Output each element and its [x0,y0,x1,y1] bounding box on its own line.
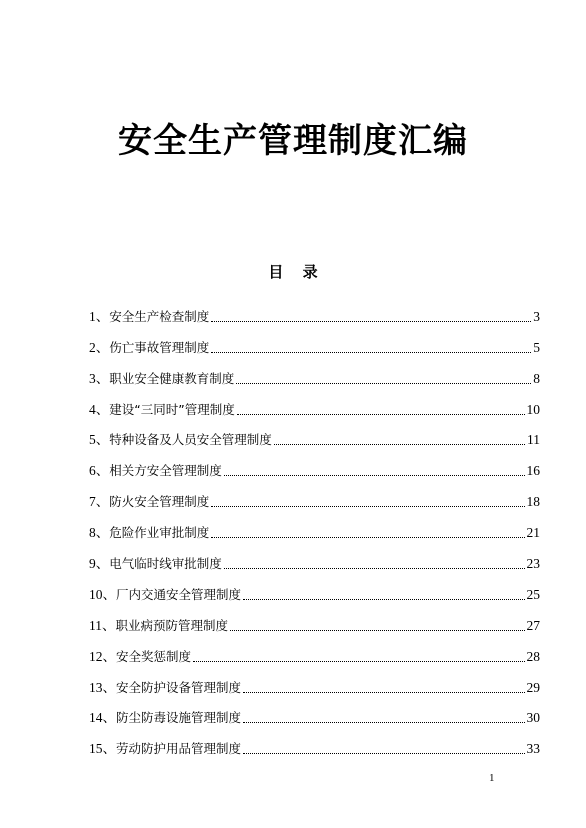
toc-entry-number: 2、 [89,339,110,355]
toc-entry-page: 28 [526,648,540,664]
toc-entry-page: 23 [526,556,540,572]
toc-entry[interactable] [89,449,540,480]
toc-entry-title: 特种设备及人员安全管理制度 [109,432,272,448]
toc-entry-number: 13、 [89,679,116,695]
toc-entry[interactable] [89,357,540,388]
toc-entry-number: 10、 [89,586,116,602]
toc-entry-number: 11、 [89,617,116,633]
toc-entry-title: 安全奖惩制度 [116,648,192,664]
toc-dot-leader [243,753,524,754]
toc-dot-leader [224,475,525,476]
toc-dot-leader [211,321,531,322]
toc-entry[interactable] [89,727,540,758]
toc-dot-leader [237,414,525,415]
toc-entry[interactable] [89,666,540,697]
toc-dot-leader [211,506,524,507]
toc-dot-leader [243,722,524,723]
toc-entry[interactable] [89,419,540,450]
toc-entry-page: 3 [533,308,540,324]
toc-entry-title: 防尘防毒设施管理制度 [116,710,242,726]
toc-entry-number: 14、 [89,710,116,726]
toc-entry-page: 33 [526,741,540,757]
toc-entry-page: 25 [526,586,540,602]
toc-entry[interactable] [89,635,540,666]
toc-entry-page: 8 [533,370,540,386]
toc-entry-number: 12、 [89,648,116,664]
toc-entry-page: 18 [526,494,540,510]
toc-entry[interactable] [89,697,540,728]
toc-entry-title: 职业病预防管理制度 [115,617,229,633]
toc-entry-page: 30 [526,710,540,726]
toc-entry-number: 8、 [89,525,110,541]
toc-entry[interactable] [89,573,540,604]
toc-entry-title: 建设“三同时”管理制度 [109,401,235,417]
toc-dot-leader [230,630,524,631]
toc-entry-title: 职业安全健康教育制度 [109,370,235,386]
toc-dot-leader [211,352,531,353]
toc-entry-page: 27 [526,617,540,633]
toc-entry[interactable] [89,326,540,357]
toc-dot-leader [243,599,524,600]
toc-entry-number: 4、 [89,401,110,417]
toc-entry-title: 劳动防护用品管理制度 [116,741,242,757]
toc-entry[interactable] [89,542,540,573]
toc-dot-leader [211,537,524,538]
page-number: 1 [489,772,495,784]
toc-entry-title: 相关方安全管理制度 [109,463,222,479]
toc-entry-title: 安全生产检查制度 [109,308,210,324]
toc-entry-page: 5 [533,339,540,355]
toc-entry-page: 21 [526,525,540,541]
toc-entry-title: 危险作业审批制度 [109,525,210,541]
toc-dot-leader [243,692,524,693]
toc-entry[interactable] [89,604,540,635]
toc-dot-leader [193,661,524,662]
toc-entry-page: 16 [526,463,540,479]
toc-entry-page: 29 [526,679,540,695]
toc-entry[interactable] [89,295,540,326]
toc-dot-leader [274,444,525,445]
toc-dot-leader [236,383,531,384]
toc-entry-title: 厂内交通安全管理制度 [116,586,242,602]
toc-entry-page: 10 [526,401,540,417]
toc-entry[interactable] [89,480,540,511]
toc-entry-number: 3、 [89,370,110,386]
toc-entry-number: 15、 [89,741,116,757]
toc-entry-title: 伤亡事故管理制度 [109,339,210,355]
document-title: 安全生产管理制度汇编 [118,121,468,161]
toc-dot-leader [224,568,525,569]
table-of-contents [89,295,540,758]
toc-entry-number: 5、 [89,432,110,448]
toc-entry[interactable] [89,511,540,542]
toc-entry-number: 9、 [89,556,110,572]
toc-entry-number: 6、 [89,463,110,479]
toc-entry-number: 1、 [89,308,110,324]
toc-heading: 目 录 [268,263,318,281]
toc-entry-title: 电气临时线审批制度 [109,556,222,572]
toc-entry-number: 7、 [89,494,110,510]
toc-entry-title: 安全防护设备管理制度 [116,679,242,695]
toc-entry-page: 11 [527,432,540,448]
toc-entry[interactable] [89,388,540,419]
toc-entry-title: 防火安全管理制度 [109,494,210,510]
